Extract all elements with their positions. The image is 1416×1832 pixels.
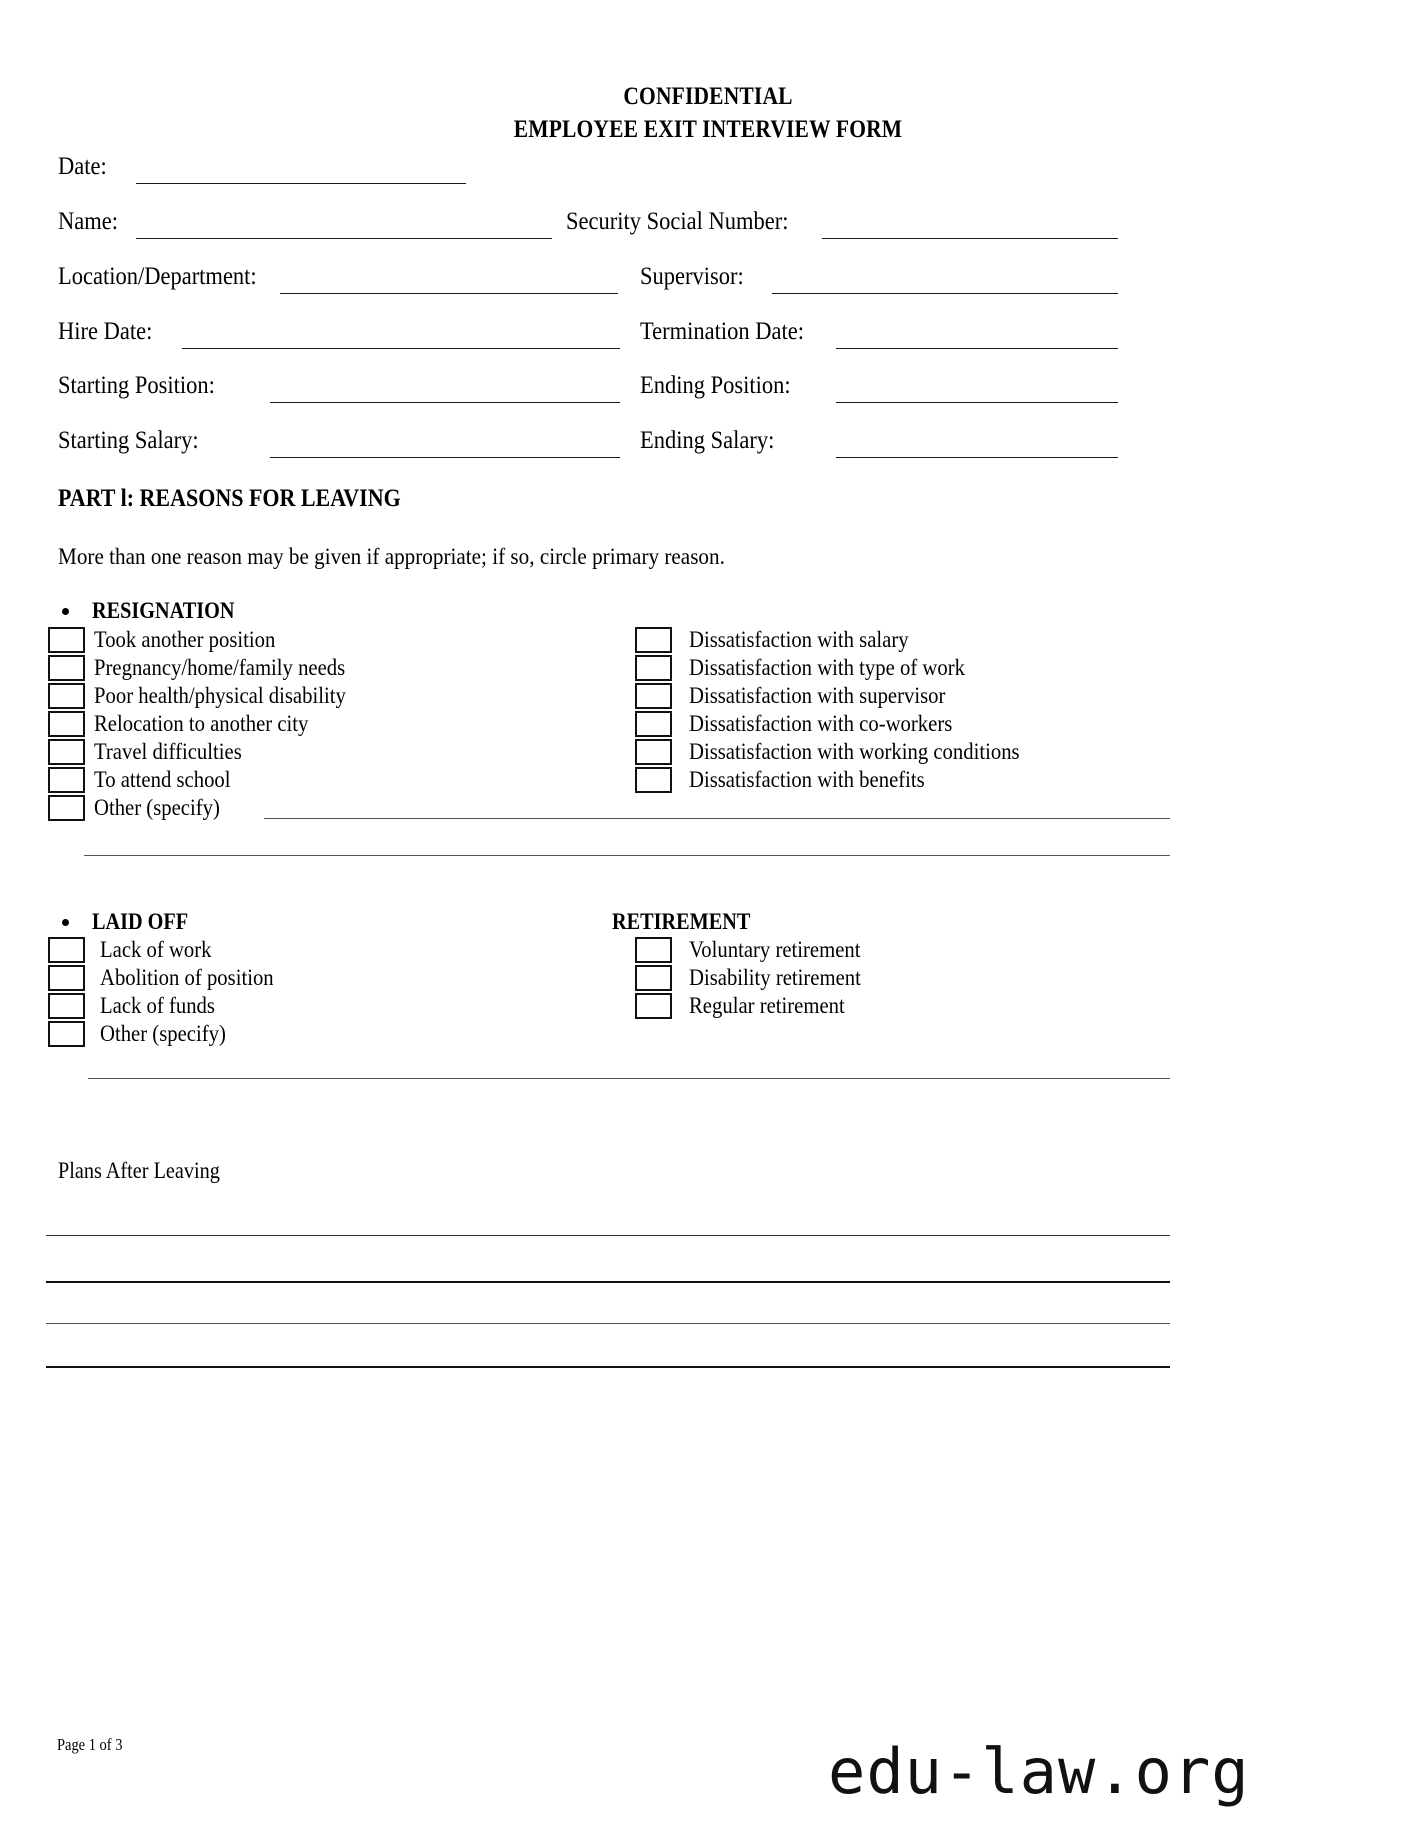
label-starting-position: Starting Position: xyxy=(58,372,215,399)
heading-resignation: RESIGNATION xyxy=(92,598,235,623)
label-starting-salary: Starting Salary: xyxy=(58,427,199,454)
checkbox-disability-retirement[interactable] xyxy=(635,965,672,991)
checkbox-relocation-to-another-city[interactable] xyxy=(48,711,85,737)
checkbox-label: Poor health/physical disability xyxy=(94,683,346,708)
input-laid-off-other-line[interactable] xyxy=(88,1078,1170,1079)
checkbox-poor-health-physical-disability[interactable] xyxy=(48,683,85,709)
checkbox-dissatisfaction-with-co-workers[interactable] xyxy=(635,711,672,737)
checkbox-label: Lack of work xyxy=(100,937,212,962)
checkbox-label: Dissatisfaction with type of work xyxy=(689,655,965,680)
input-plans-line-1[interactable] xyxy=(46,1235,1170,1236)
checkbox-pregnancy-home-family-needs[interactable] xyxy=(48,655,85,681)
field-row-location xyxy=(0,262,1416,302)
checkbox-label: Travel difficulties xyxy=(94,739,242,764)
part1-heading: PART l: REASONS FOR LEAVING xyxy=(58,485,401,512)
input-starting-salary[interactable] xyxy=(270,457,620,458)
checkbox-regular-retirement[interactable] xyxy=(635,993,672,1019)
checkbox-label: Pregnancy/home/family needs xyxy=(94,655,346,680)
checkbox-label: Other (specify) xyxy=(94,795,220,820)
label-name: Name: xyxy=(58,208,118,235)
checkbox-resignation-other-specify[interactable] xyxy=(48,795,85,821)
heading-retirement: RETIREMENT xyxy=(612,909,751,934)
input-resignation-other-line-2[interactable] xyxy=(84,855,1170,856)
checkbox-label: Took another position xyxy=(94,627,276,652)
checkbox-label: Voluntary retirement xyxy=(689,937,861,962)
title-line-confidential: CONFIDENTIAL xyxy=(623,83,793,110)
input-resignation-other-line-1[interactable] xyxy=(264,818,1170,819)
bullet-icon-laid-off xyxy=(62,919,69,926)
page-number: Page 1 of 3 xyxy=(57,1735,123,1754)
field-row-name xyxy=(0,207,1416,247)
input-ending-position[interactable] xyxy=(836,402,1118,403)
input-plans-line-2[interactable] xyxy=(46,1281,1170,1283)
checkbox-label: Dissatisfaction with working conditions xyxy=(689,739,1020,764)
label-ending-salary: Ending Salary: xyxy=(640,427,775,454)
document-title xyxy=(0,80,1416,146)
bullet-icon-resignation xyxy=(62,608,69,615)
input-ssn[interactable] xyxy=(822,238,1118,239)
input-plans-line-4[interactable] xyxy=(46,1366,1170,1368)
checkbox-dissatisfaction-with-supervisor[interactable] xyxy=(635,683,672,709)
label-ssn: Security Social Number: xyxy=(566,208,789,235)
checkbox-dissatisfaction-with-salary[interactable] xyxy=(635,627,672,653)
checkbox-label: Abolition of position xyxy=(100,965,274,990)
checkbox-to-attend-school[interactable] xyxy=(48,767,85,793)
heading-laid-off: LAID OFF xyxy=(92,909,189,934)
checkbox-label: Dissatisfaction with benefits xyxy=(689,767,925,792)
label-termination-date: Termination Date: xyxy=(640,318,804,345)
checkbox-label: Relocation to another city xyxy=(94,711,309,736)
watermark-edu-law: edu-law.org xyxy=(828,1735,1250,1808)
input-starting-position[interactable] xyxy=(270,402,620,403)
checkbox-label: Lack of funds xyxy=(100,993,215,1018)
input-name[interactable] xyxy=(136,238,552,239)
checkbox-travel-difficulties[interactable] xyxy=(48,739,85,765)
checkbox-label: To attend school xyxy=(94,767,231,792)
label-hire-date: Hire Date: xyxy=(58,318,153,345)
input-termination-date[interactable] xyxy=(836,348,1118,349)
checkbox-dissatisfaction-with-type-of-work[interactable] xyxy=(635,655,672,681)
title-line-form-name: EMPLOYEE EXIT INTERVIEW FORM xyxy=(513,116,903,143)
checkbox-label: Dissatisfaction with supervisor xyxy=(689,683,946,708)
field-row-starting-salary xyxy=(0,426,1416,466)
checkbox-label: Dissatisfaction with salary xyxy=(689,627,909,652)
field-row-hire-date xyxy=(0,317,1416,357)
checkbox-lack-of-work[interactable] xyxy=(48,937,85,963)
input-location-department[interactable] xyxy=(280,293,618,294)
input-ending-salary[interactable] xyxy=(836,457,1118,458)
input-supervisor[interactable] xyxy=(772,293,1118,294)
label-plans-after-leaving: Plans After Leaving xyxy=(58,1158,220,1183)
checkbox-dissatisfaction-with-benefits[interactable] xyxy=(635,767,672,793)
input-hire-date[interactable] xyxy=(182,348,620,349)
label-date: Date: xyxy=(58,153,107,180)
checkbox-voluntary-retirement[interactable] xyxy=(635,937,672,963)
field-row-starting-position xyxy=(0,371,1416,411)
input-plans-line-3[interactable] xyxy=(46,1323,1170,1324)
checkbox-label: Dissatisfaction with co-workers xyxy=(689,711,953,736)
checkbox-laid-off-other-specify[interactable] xyxy=(48,1021,85,1047)
label-supervisor: Supervisor: xyxy=(640,263,744,290)
checkbox-label: Other (specify) xyxy=(100,1021,226,1046)
part1-instruction: More than one reason may be given if appropriate; if so, circle primary reason. xyxy=(58,544,725,569)
checkbox-dissatisfaction-with-working-conditions[interactable] xyxy=(635,739,672,765)
input-date[interactable] xyxy=(136,183,466,184)
checkbox-label: Regular retirement xyxy=(689,993,845,1018)
checkbox-label: Disability retirement xyxy=(689,965,861,990)
checkbox-abolition-of-position[interactable] xyxy=(48,965,85,991)
checkbox-took-another-position[interactable] xyxy=(48,627,85,653)
field-row-date xyxy=(0,152,1416,192)
label-ending-position: Ending Position: xyxy=(640,372,791,399)
checkbox-lack-of-funds[interactable] xyxy=(48,993,85,1019)
label-location-department: Location/Department: xyxy=(58,263,257,290)
